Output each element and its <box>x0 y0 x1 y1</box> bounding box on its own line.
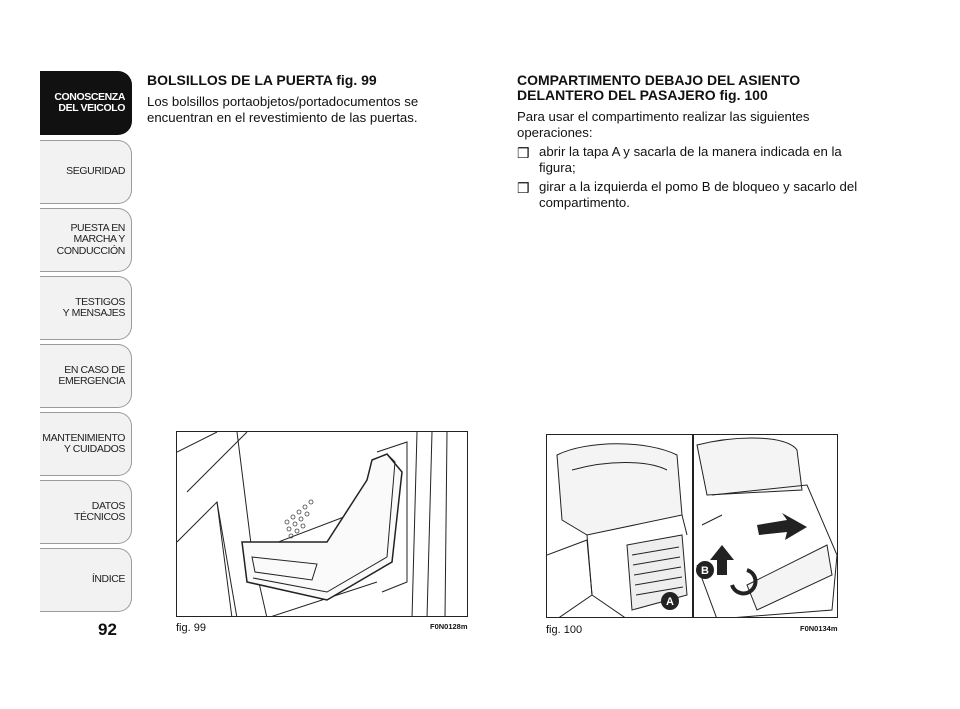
chapter-tab-conoscenza[interactable] <box>40 71 132 135</box>
chapter-tab-label: EN CASO DE EMERGENCIA <box>58 363 125 387</box>
figure-caption: fig. 99 <box>176 622 206 634</box>
chapter-tab-label: CONOSCENZA DEL VEICOLO <box>54 90 125 114</box>
figure-99 <box>176 431 468 617</box>
chapter-tab-label: ÍNDICE <box>91 573 125 586</box>
label-a: A <box>666 596 674 608</box>
figure-100 <box>546 434 838 618</box>
chapter-tab-datos-tecnicos[interactable] <box>40 480 132 544</box>
chapter-tab-label: SEGURIDAD <box>66 165 125 178</box>
chapter-tab-label: PUESTA EN MARCHA Y CONDUCCIÓN <box>56 221 125 257</box>
section-title: BOLSILLOS DE LA PUERTA fig. 99 <box>147 72 377 88</box>
checkbox-bullet-icon: ❒ <box>517 145 530 161</box>
door-pocket-illustration <box>177 432 468 617</box>
chapter-tab-puesta-en-marcha[interactable] <box>40 208 132 272</box>
chapter-tab-label: DATOS TÉCNICOS <box>73 499 125 523</box>
chapter-tab-label: MANTENIMIENTO Y CUIDADOS <box>42 431 125 455</box>
section-title: COMPARTIMENTO DEBAJO DEL ASIENTO DELANTERO DEL PASAJERO fig. 100 <box>517 72 801 103</box>
chapter-tab-testigos[interactable] <box>40 276 132 340</box>
bullet-text: girar a la izquierda el pomo B de bloqueo y sacarlo del compartimento. <box>539 179 858 210</box>
figure-caption: fig. 100 <box>546 624 583 636</box>
chapter-tab-seguridad[interactable] <box>40 140 132 204</box>
page-number: 92 <box>98 620 117 639</box>
bullet-item <box>517 179 862 211</box>
checkbox-bullet-icon: ❒ <box>517 180 530 196</box>
section-body: Los bolsillos portaobjetos/portadocumentos se encuentran en el revestimiento de las puertas. <box>147 94 419 125</box>
chapter-tab-emergencia[interactable] <box>40 344 132 408</box>
figure-code: F0N0128m <box>430 622 468 631</box>
chapter-tab-mantenimiento[interactable] <box>40 412 132 476</box>
bullet-text: abrir la tapa A y sacarla de la manera indicada en la figura; <box>539 144 842 175</box>
figure-code: F0N0134m <box>800 624 838 633</box>
under-seat-compartment-illustration <box>547 435 838 618</box>
label-b: B <box>701 565 709 577</box>
chapter-tab-indice[interactable] <box>40 548 132 612</box>
section-body: Para usar el compartimento realizar las siguientes operaciones: <box>517 109 810 140</box>
right-section <box>517 73 862 211</box>
chapter-tab-label: TESTIGOS Y MENSAJES <box>62 295 125 319</box>
left-section <box>147 73 457 126</box>
bullet-item <box>517 144 862 176</box>
